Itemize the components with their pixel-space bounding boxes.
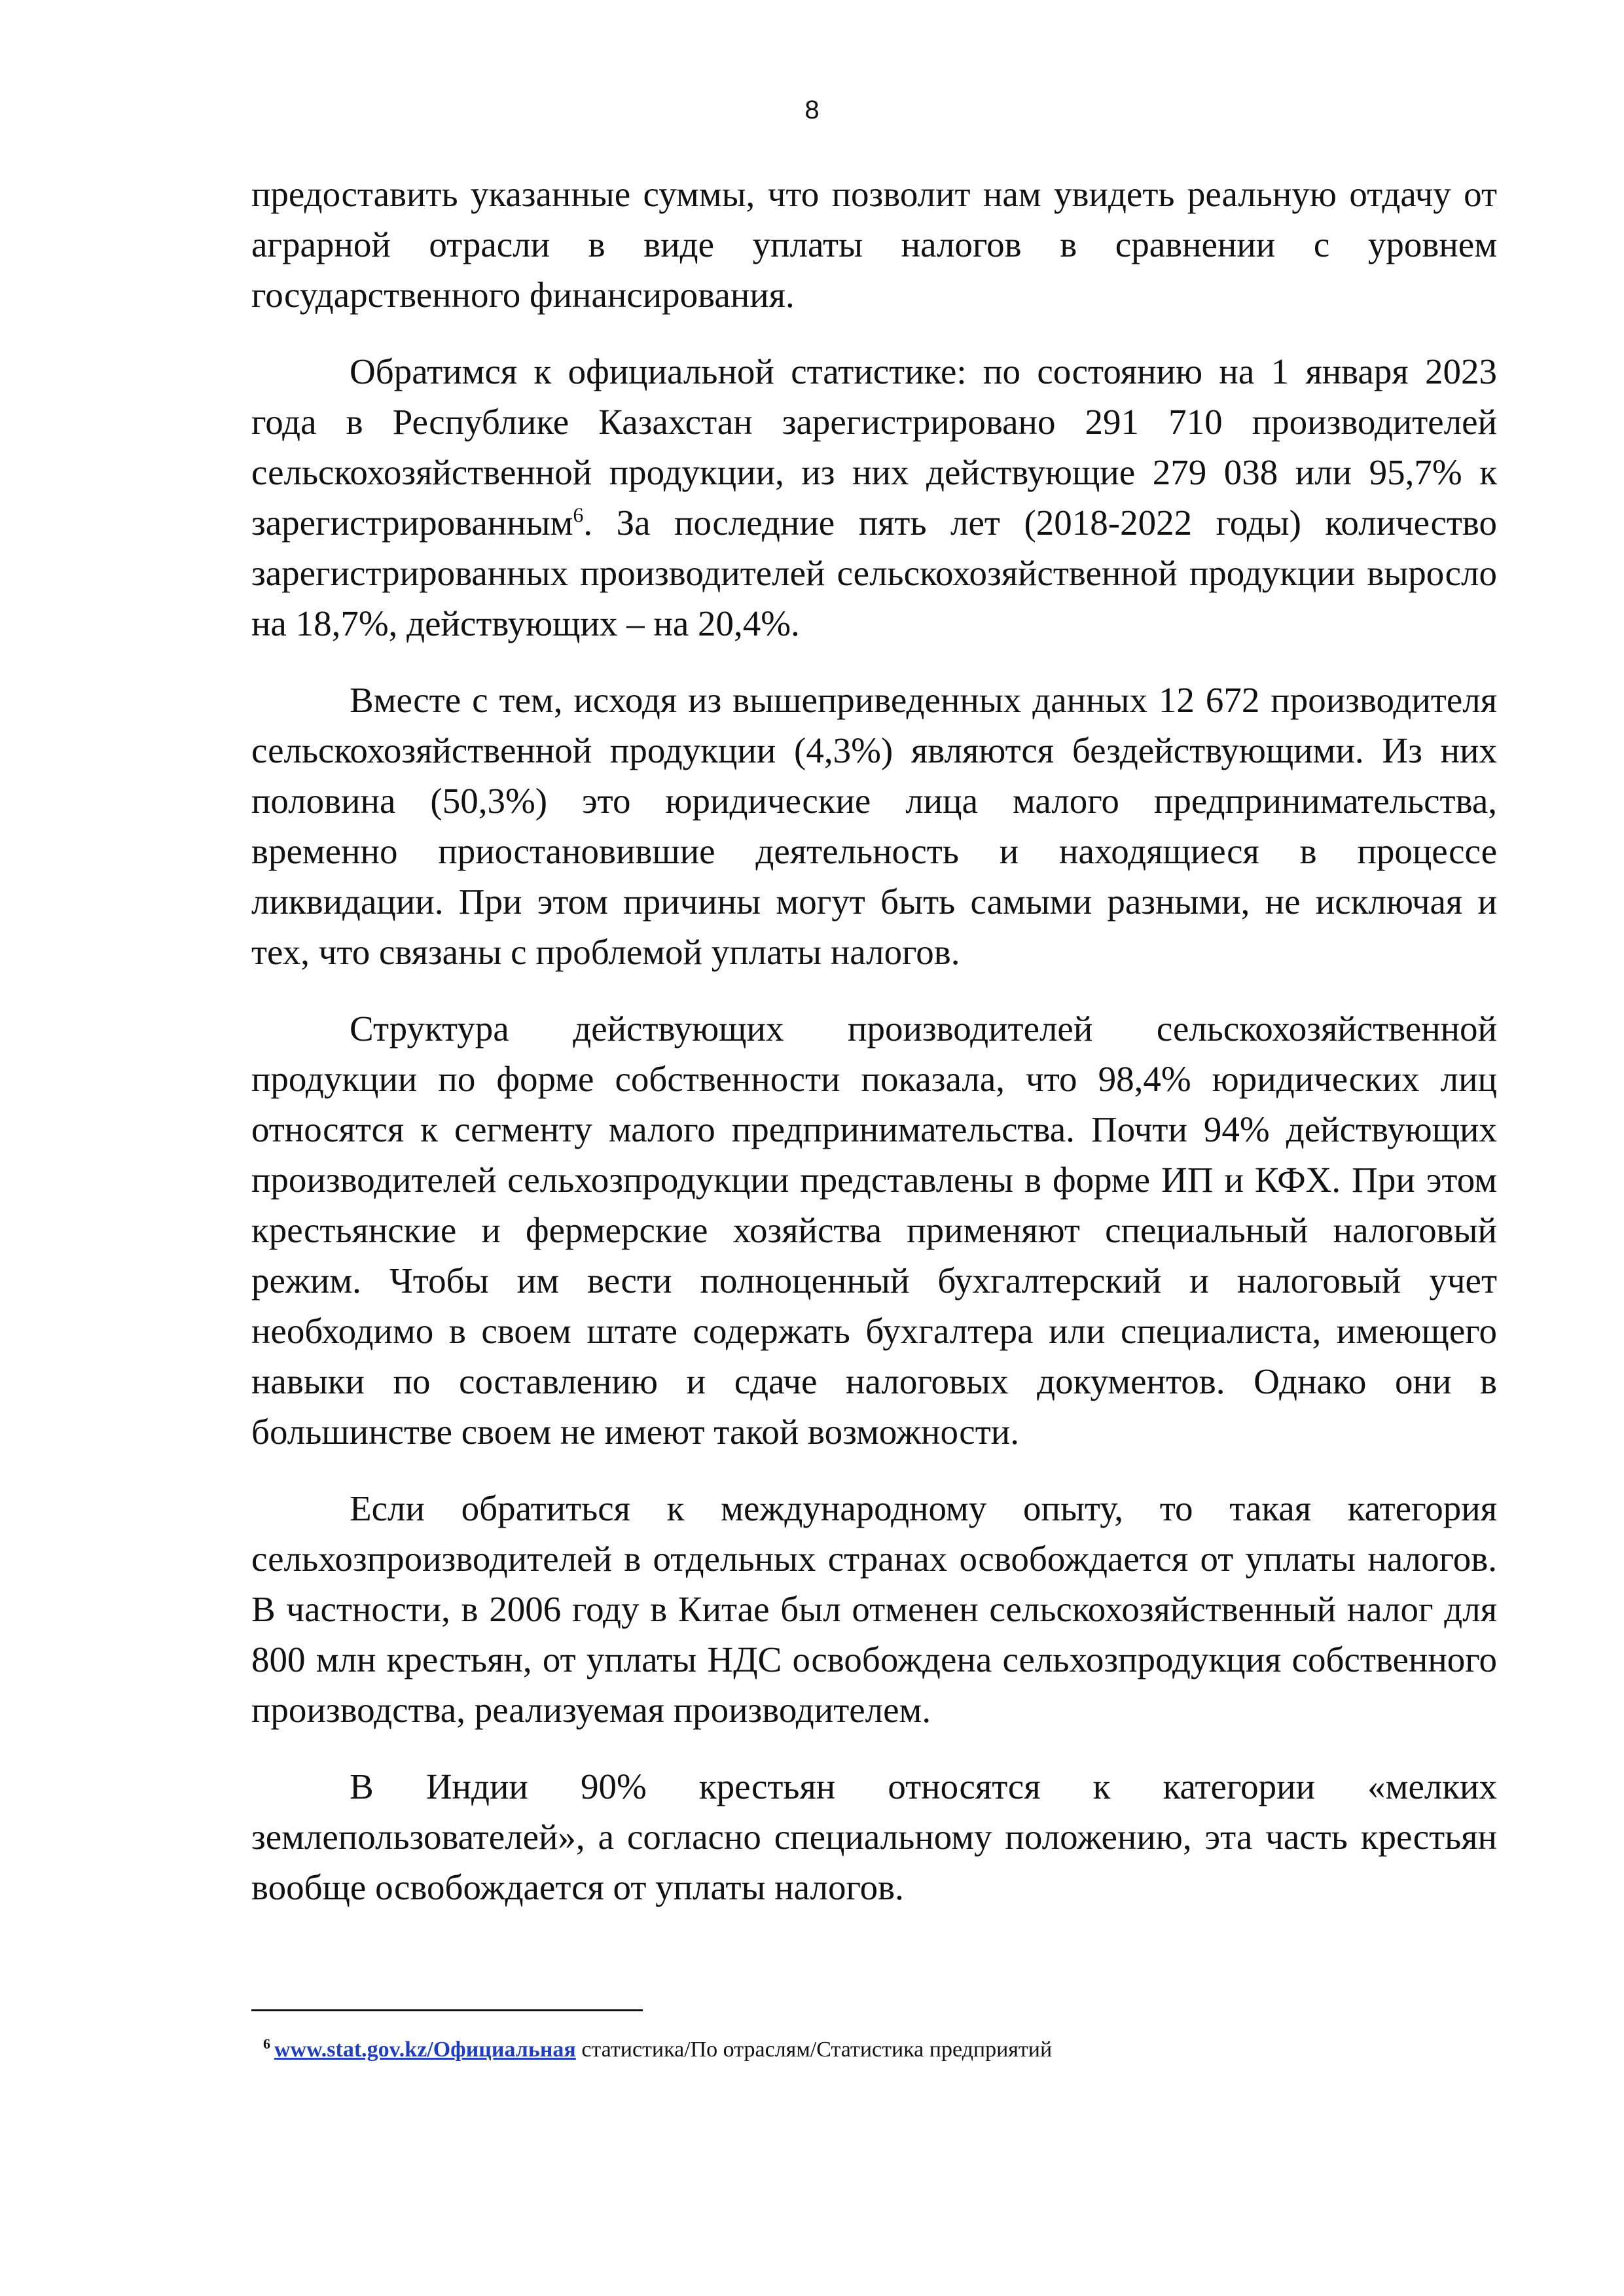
page-number: 8 — [804, 96, 820, 124]
paragraph-5: Если обратиться к международному опыту, то такая категория сельхозпроизводителей в отдельных странах освобождается от уплаты налогов. В частности, в 2006 году в Китае был отменен сельскохозяйственный налог для 800 млн крестьян, от уплаты НДС освобождена сельхозпродукция собственного производства, реализуемая производителем. — [251, 1488, 1497, 1730]
footnote-reference[interactable]: 6 — [573, 503, 584, 527]
footnote — [263, 2037, 1052, 2063]
paragraph-2 — [251, 346, 1497, 649]
footnote-text: статистика/По отраслям/Статистика предприятий — [575, 2037, 1053, 2062]
paragraph-6: В Индии 90% крестьян относятся к категории «мелких землепользователей», а согласно специальному положению, эта часть крестьян вообще освобождается от уплаты налогов. — [251, 1767, 1497, 1907]
paragraph-2-text-a: Обратимся к официальной статистике: по состоянию на 1 января 2023 года в Республике Казахстан зарегистрировано 291 710 производителей сельскохозяйственной продукции, из них действующие 279 038 или 95,7% к зарегистрированным — [251, 351, 1497, 543]
document-body — [251, 169, 1497, 1912]
footnote-link[interactable]: www.stat.gov.kz/Официальная — [274, 2037, 576, 2062]
footnote-mark: 6 — [263, 2035, 270, 2052]
paragraph-1: предоставить указанные суммы, что позволит нам увидеть реальную отдачу от аграрной отрасли в виде уплаты налогов в сравнении с уровнем государственного финансирования. — [251, 174, 1497, 315]
paragraph-4: Структура действующих производителей сельскохозяйственной продукции по форме собственности показала, что 98,4% юридических лиц относятся к сегменту малого предпринимательства. Почти 94% действующих производителей сельхозпродукции представлены в форме ИП и КФХ. При этом крестьянские и фермерские хозяйства применяют специальный налоговый режим. Чтобы им вести полноценный бухгалтерский и налоговый учет необходимо в своем штате содержать бухгалтера или специалиста, имеющего навыки по составлению и сдаче налоговых документов. Однако они в большинстве своем не имеют такой возможности. — [251, 1009, 1497, 1452]
paragraph-3: Вместе с тем, исходя из вышеприведенных данных 12 672 производителя сельскохозяйственной продукции (4,3%) являются бездействующими. Из них половина (50,3%) это юридические лица малого предпринимательства, временно приостановившие деятельность и находящиеся в процессе ликвидации. При этом причины могут быть самыми разными, не исключая и тех, что связаны с проблемой уплаты налогов. — [251, 680, 1497, 972]
paragraph-2-text-b: . За последние пять лет (2018-2022 годы) количество зарегистрированных производителей сельскохозяйственной продукции выросло на 18,7%, действующих – на 20,4%. — [251, 503, 1497, 643]
footnote-separator — [251, 2009, 643, 2011]
